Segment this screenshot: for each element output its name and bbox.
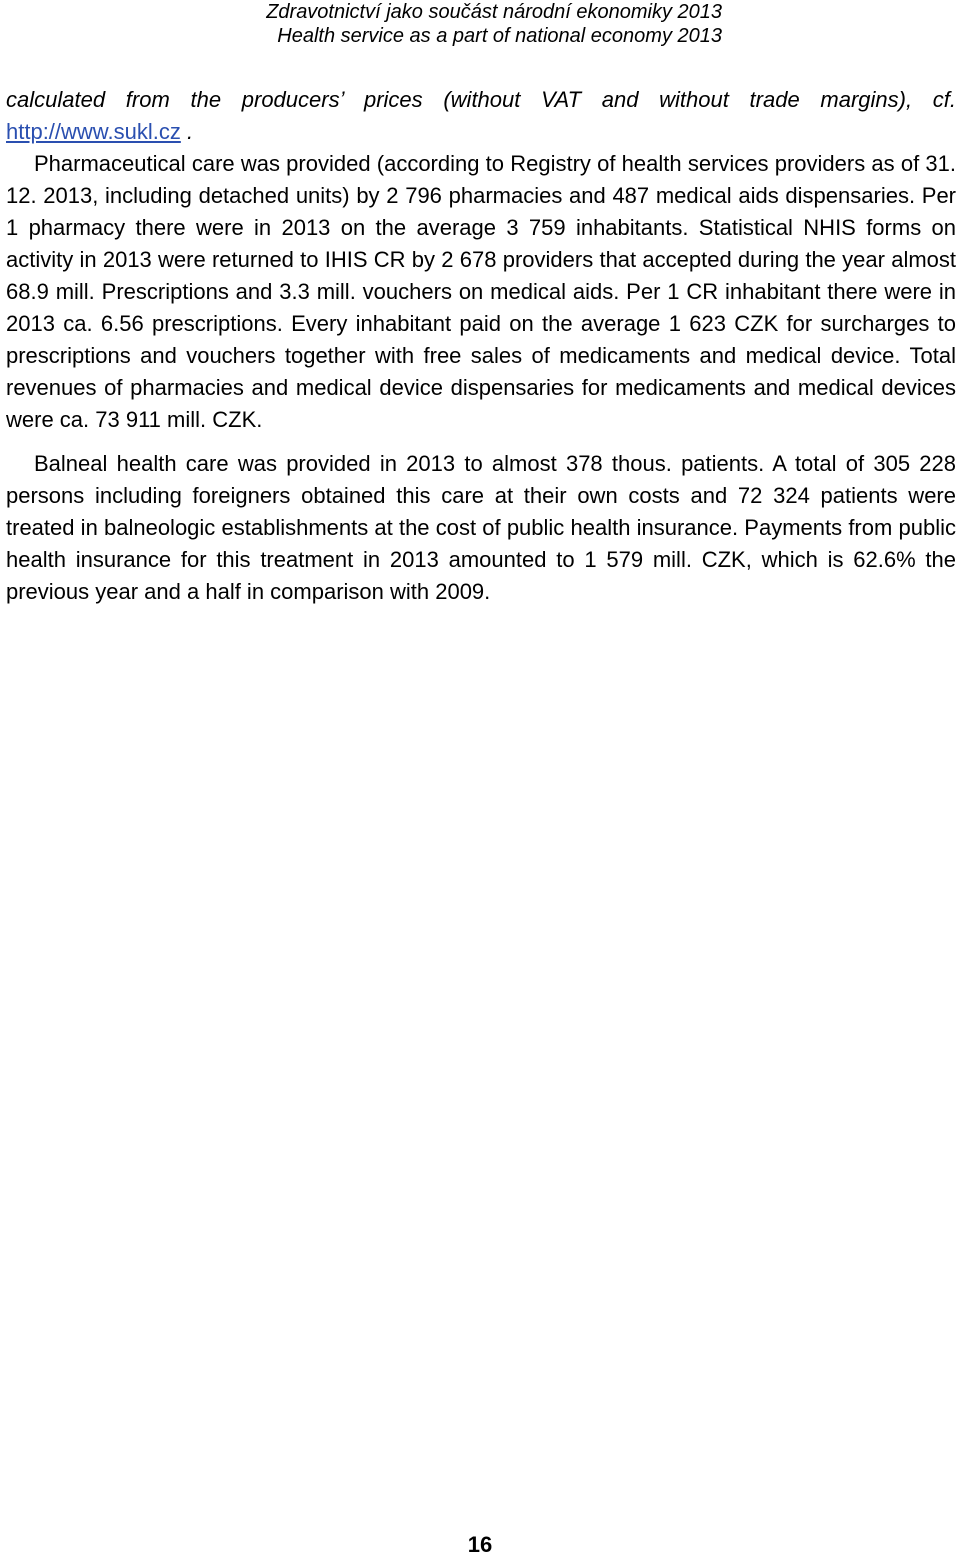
paragraph-balneal-care: Balneal health care was provided in 2013 to almost 378 thous. patients. A total of 305 228 persons including foreigners obtained this care at their own costs and 72 324 patients were treated in balneologic establishments at the cost of public health insurance. Payments from public health insurance for this treatment in 2013 amounted to 1 579 mill. CZK, which is 62.6% the previous year and a half in comparison with 2009. (6, 451, 956, 604)
page-number: 16 (467, 1532, 493, 1557)
intro-after-link: . (180, 119, 194, 144)
paragraph-pharmaceutical-care: Pharmaceutical care was provided (according to Registry of health services providers as of 31. 12. 2013, including detached units) by 2 796 pharmacies and 487 medical aids dispensaries. Per 1 pharmacy there were in 2013 on the average 3 759 inhabitants. Statistical NHIS forms on activity in 2013 were returned to IHIS CR by 2 678 providers that accepted during the year almost 68.9 mill. Prescriptions and 3.3 mill. vouchers on medical aids. Per 1 CR inhabitant there were in 2013 ca. 6.56 prescriptions. Every inhabitant paid on the average 1 623 CZK for surcharges to prescriptions and vouchers together with free sales of medicaments and medical device. Total revenues of pharmacies and medical device dispensaries for medicaments and medical devices were ca. 73 911 mill. CZK. (6, 151, 956, 432)
intro-continuation (6, 84, 956, 148)
intro-text: calculated from the producers’ prices (without VAT and without trade margins), cf. (6, 87, 956, 112)
header-title-czech: Zdravotnictví jako součást národní ekonomiky 2013 (266, 1, 722, 23)
header-title-english: Health service as a part of national economy 2013 (277, 25, 722, 47)
running-header (0, 0, 960, 48)
sukl-link[interactable]: http://www.sukl.cz (6, 119, 181, 144)
document-body (6, 84, 956, 608)
